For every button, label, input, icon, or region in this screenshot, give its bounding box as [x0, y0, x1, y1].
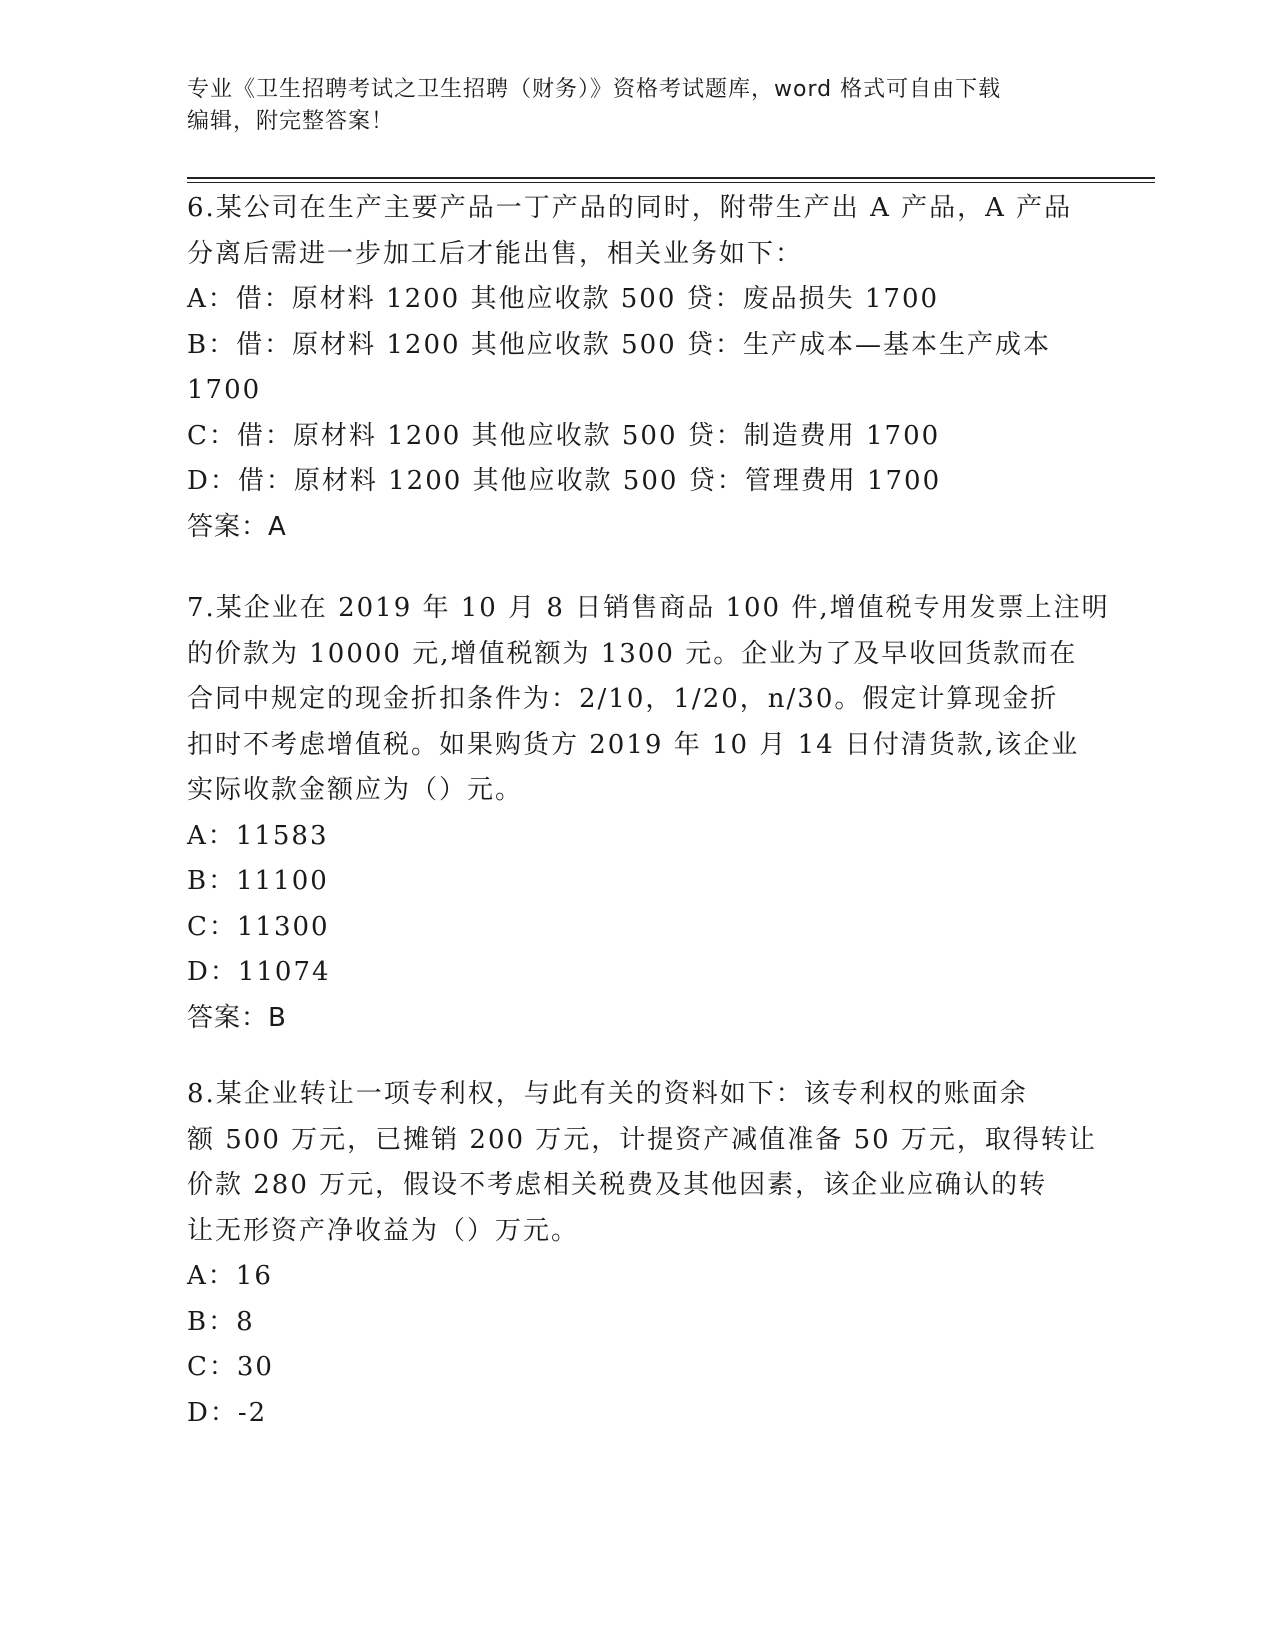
- header-line-1: 专业《卫生招聘考试之卫生招聘（财务）》资格考试题库，word 格式可自由下载: [187, 77, 1002, 102]
- question-text-line: 合同中规定的现金折扣条件为：2/10，1/20，n/30。假定计算现金折: [187, 684, 1059, 714]
- question-text-line: 7.某企业在 2019 年 10 月 8 日销售商品 100 件,增值税专用发票上注明: [187, 593, 1110, 623]
- option-a: A：16: [187, 1261, 273, 1291]
- question-text-line: 的价款为 10000 元,增值税额为 1300 元。企业为了及早收回货款而在: [187, 638, 1078, 669]
- question-text-line: 价款 280 万元，假设不考虑相关税费及其他因素，该企业应确认的转: [187, 1170, 1048, 1200]
- option-b: B：借：原材料 1200 其他应收款 500 贷：生产成本—基本生产成本: [187, 329, 1051, 360]
- question-text-line: 扣时不考虑增值税。如果购货方 2019 年 10 月 14 日付清货款,该企业: [187, 729, 1080, 760]
- question-text-line: 8.某企业转让一项专利权，与此有关的资料如下：该专利权的账面余: [187, 1079, 1028, 1109]
- header-divider-thin: [187, 182, 1155, 183]
- option-b: B：8: [187, 1306, 255, 1337]
- header-divider-thick: [187, 177, 1155, 179]
- question-text-line: 实际收款金额应为（）元。: [187, 775, 524, 805]
- question-7: [187, 586, 1110, 1041]
- answer-label: 答案：B: [187, 1002, 287, 1033]
- option-c: C：30: [187, 1352, 274, 1382]
- answer-label: 答案：A: [187, 511, 287, 542]
- option-a: A：11583: [187, 820, 329, 851]
- document-header: [187, 74, 1087, 138]
- header-line-2: 编辑，附完整答案！: [187, 109, 395, 134]
- question-6: [187, 186, 1107, 550]
- option-b-continued: 1700: [187, 375, 262, 405]
- option-d: D：借：原材料 1200 其他应收款 500 贷：管理费用 1700: [187, 466, 942, 496]
- question-text-line: 6.某公司在生产主要产品一丁产品的同时，附带生产出 A 产品，A 产品: [187, 193, 1073, 223]
- option-d: D：-2: [187, 1397, 268, 1428]
- question-text-line: 分离后需进一步加工后才能出售，相关业务如下：: [187, 238, 804, 269]
- question-8: [187, 1072, 1107, 1436]
- option-c: C：借：原材料 1200 其他应收款 500 贷：制造费用 1700: [187, 420, 941, 451]
- option-d: D：11074: [187, 957, 331, 987]
- question-text-line: 让无形资产净收益为（）万元。: [187, 1215, 580, 1246]
- question-text-line: 额 500 万元，已摊销 200 万元，计提资产减值准备 50 万元，取得转让: [187, 1124, 1097, 1155]
- option-c: C：11300: [187, 911, 330, 942]
- option-b: B：11100: [187, 866, 329, 896]
- option-a: A：借：原材料 1200 其他应收款 500 贷：废品损失 1700: [187, 284, 940, 314]
